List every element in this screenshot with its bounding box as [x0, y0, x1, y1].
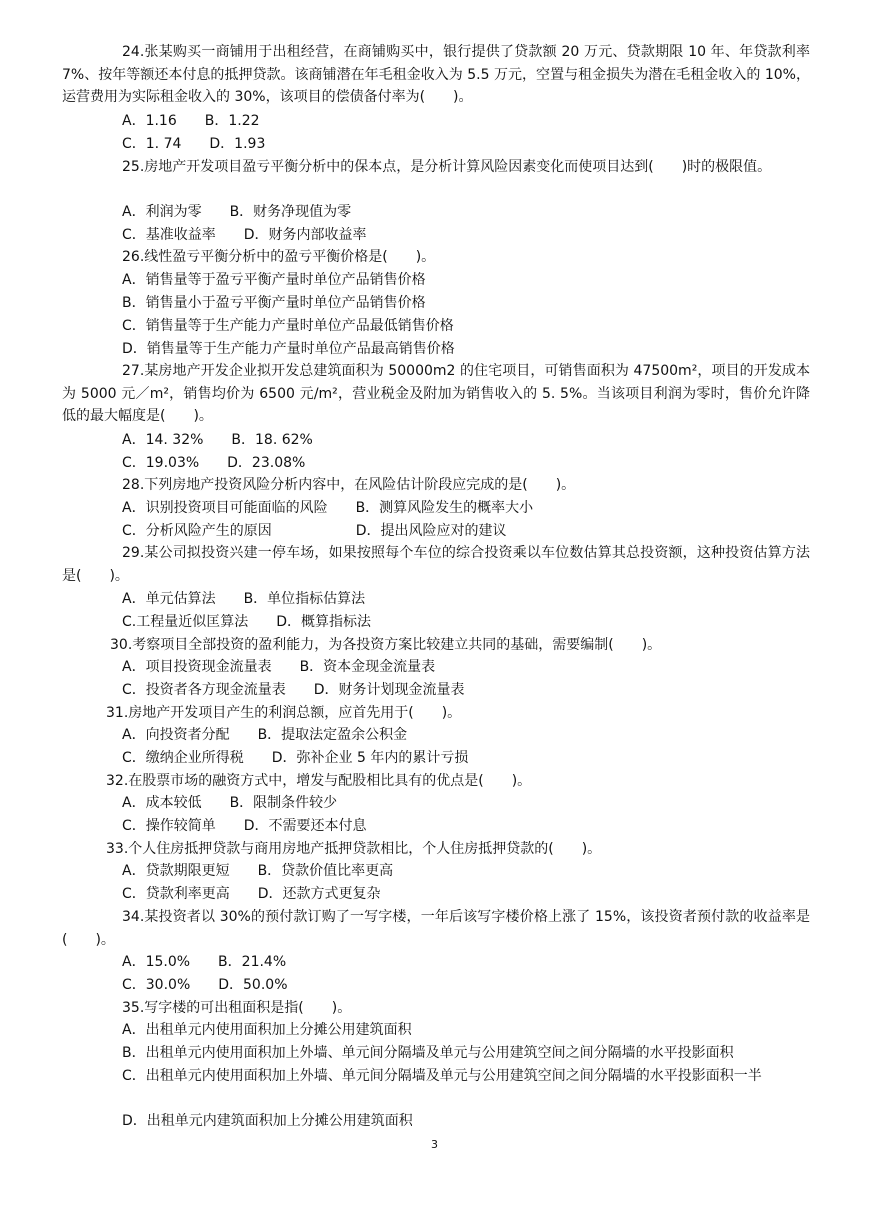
options-25-ab: A．利润为零 B．财务净现值为零	[122, 204, 352, 220]
question-31: 31.房地产开发项目产生的利润总额，应首先用于( )。	[106, 705, 462, 721]
question-25: 25.房地产开发项目盈亏平衡分析中的保本点，是分析计算风险因素变化而使项目达到( )时的极限值。	[122, 159, 772, 175]
options-26-d: D．销售量等于生产能力产量时单位产品最高销售价格	[122, 341, 455, 357]
options-33-ab: A．贷款期限更短 B．贷款价值比率更高	[122, 863, 394, 879]
question-24: 24.张某购买一商铺用于出租经营，在商铺购买中，银行提供了贷款额 20 万元、贷款期限 10 年、年贷款利率 7%、按年等额还本付息的抵押贷款。该商铺潜在年毛租金收入为 5.5 万元，空置与租金损失为潜在毛租金收入的 10%，运营费用为实际租金收入的 30%，该项目的偿债备付率为( )。	[62, 44, 810, 105]
options-26-a: A．销售量等于盈亏平衡产量时单位产品销售价格	[122, 272, 426, 288]
options-32-ab: A．成本较低 B．限制条件较少	[122, 795, 338, 811]
options-25-cd: C．基准收益率 D．财务内部收益率	[122, 227, 367, 243]
question-30: 30.考察项目全部投资的盈利能力，为各投资方案比较建立共同的基础，需要编制( )。	[110, 637, 662, 653]
options-27-cd: C．19.03% D．23.08%	[122, 455, 306, 471]
options-34-cd: C．30.0% D．50.0%	[122, 977, 288, 993]
page-number: 3	[431, 1138, 438, 1151]
question-32: 32.在股票市场的融资方式中，增发与配股相比具有的优点是( )。	[106, 773, 532, 789]
question-35: 35.写字楼的可出租面积是指( )。	[122, 1000, 352, 1016]
options-24-ab: A．1.16 B．1.22	[122, 113, 260, 129]
options-28-ab: A．识别投资项目可能面临的风险 B．测算风险发生的概率大小	[122, 500, 534, 516]
options-33-cd: C．贷款利率更高 D．还款方式更复杂	[122, 886, 381, 902]
question-33: 33.个人住房抵押贷款与商用房地产抵押贷款相比，个人住房抵押贷款的( )。	[106, 841, 602, 857]
options-24-cd: C．1. 74 D．1.93	[122, 136, 266, 152]
options-31-cd: C．缴纳企业所得税 D．弥补企业 5 年内的累计亏损	[122, 750, 469, 766]
question-29: 29.某公司拟投资兴建一停车场，如果按照每个车位的综合投资乘以车位数估算其总投资额，这种投资估算方法是( )。	[62, 545, 810, 584]
options-31-ab: A．向投资者分配 B．提取法定盈余公积金	[122, 727, 408, 743]
options-35-b: B．出租单元内使用面积加上外墙、单元间分隔墙及单元与公用建筑空间之间分隔墙的水平投影面积	[122, 1045, 734, 1061]
options-26-b: B．销售量小于盈亏平衡产量时单位产品销售价格	[122, 295, 426, 311]
options-27-ab: A．14. 32% B．18. 62%	[122, 432, 313, 448]
options-30-cd: C．投资者各方现金流量表 D．财务计划现金流量表	[122, 682, 465, 698]
options-35-d: D．出租单元内建筑面积加上分摊公用建筑面积	[122, 1113, 413, 1129]
question-27: 27.某房地产开发企业拟开发总建筑面积为 50000m2 的住宅项目，可销售面积为 47500m²，项目的开发成本为 5000 元／m²，销售均价为 6500 元/m²，营业税金及附加为销售收入的 5. 5%。当该项目利润为零时，售价允许降低的最大幅度是( )。	[62, 363, 810, 424]
question-26: 26.线性盈亏平衡分析中的盈亏平衡价格是( )。	[122, 249, 436, 265]
options-26-c: C．销售量等于生产能力产量时单位产品最低销售价格	[122, 318, 454, 334]
question-28: 28.下列房地产投资风险分析内容中，在风险估计阶段应完成的是( )。	[122, 477, 576, 493]
options-35-c: C．出租单元内使用面积加上外墙、单元间分隔墙及单元与公用建筑空间之间分隔墙的水平投影面积一半	[122, 1068, 762, 1084]
options-32-cd: C．操作较简单 D．不需要还本付息	[122, 818, 367, 834]
question-34: 34.某投资者以 30%的预付款订购了一写字楼，一年后该写字楼价格上涨了 15%，该投资者预付款的收益率是( )。	[62, 909, 810, 948]
options-28-cd: C．分析风险产生的原因 D．提出风险应对的建议	[122, 523, 507, 539]
options-34-ab: A．15.0% B．21.4%	[122, 954, 287, 970]
options-29-ab: A．单元估算法 B．单位指标估算法	[122, 591, 366, 607]
options-35-a: A．出租单元内使用面积加上分摊公用建筑面积	[122, 1022, 412, 1038]
options-29-cd: C.工程量近似匡算法 D．概算指标法	[122, 614, 372, 630]
options-30-ab: A．项目投资现金流量表 B．资本金现金流量表	[122, 659, 436, 675]
